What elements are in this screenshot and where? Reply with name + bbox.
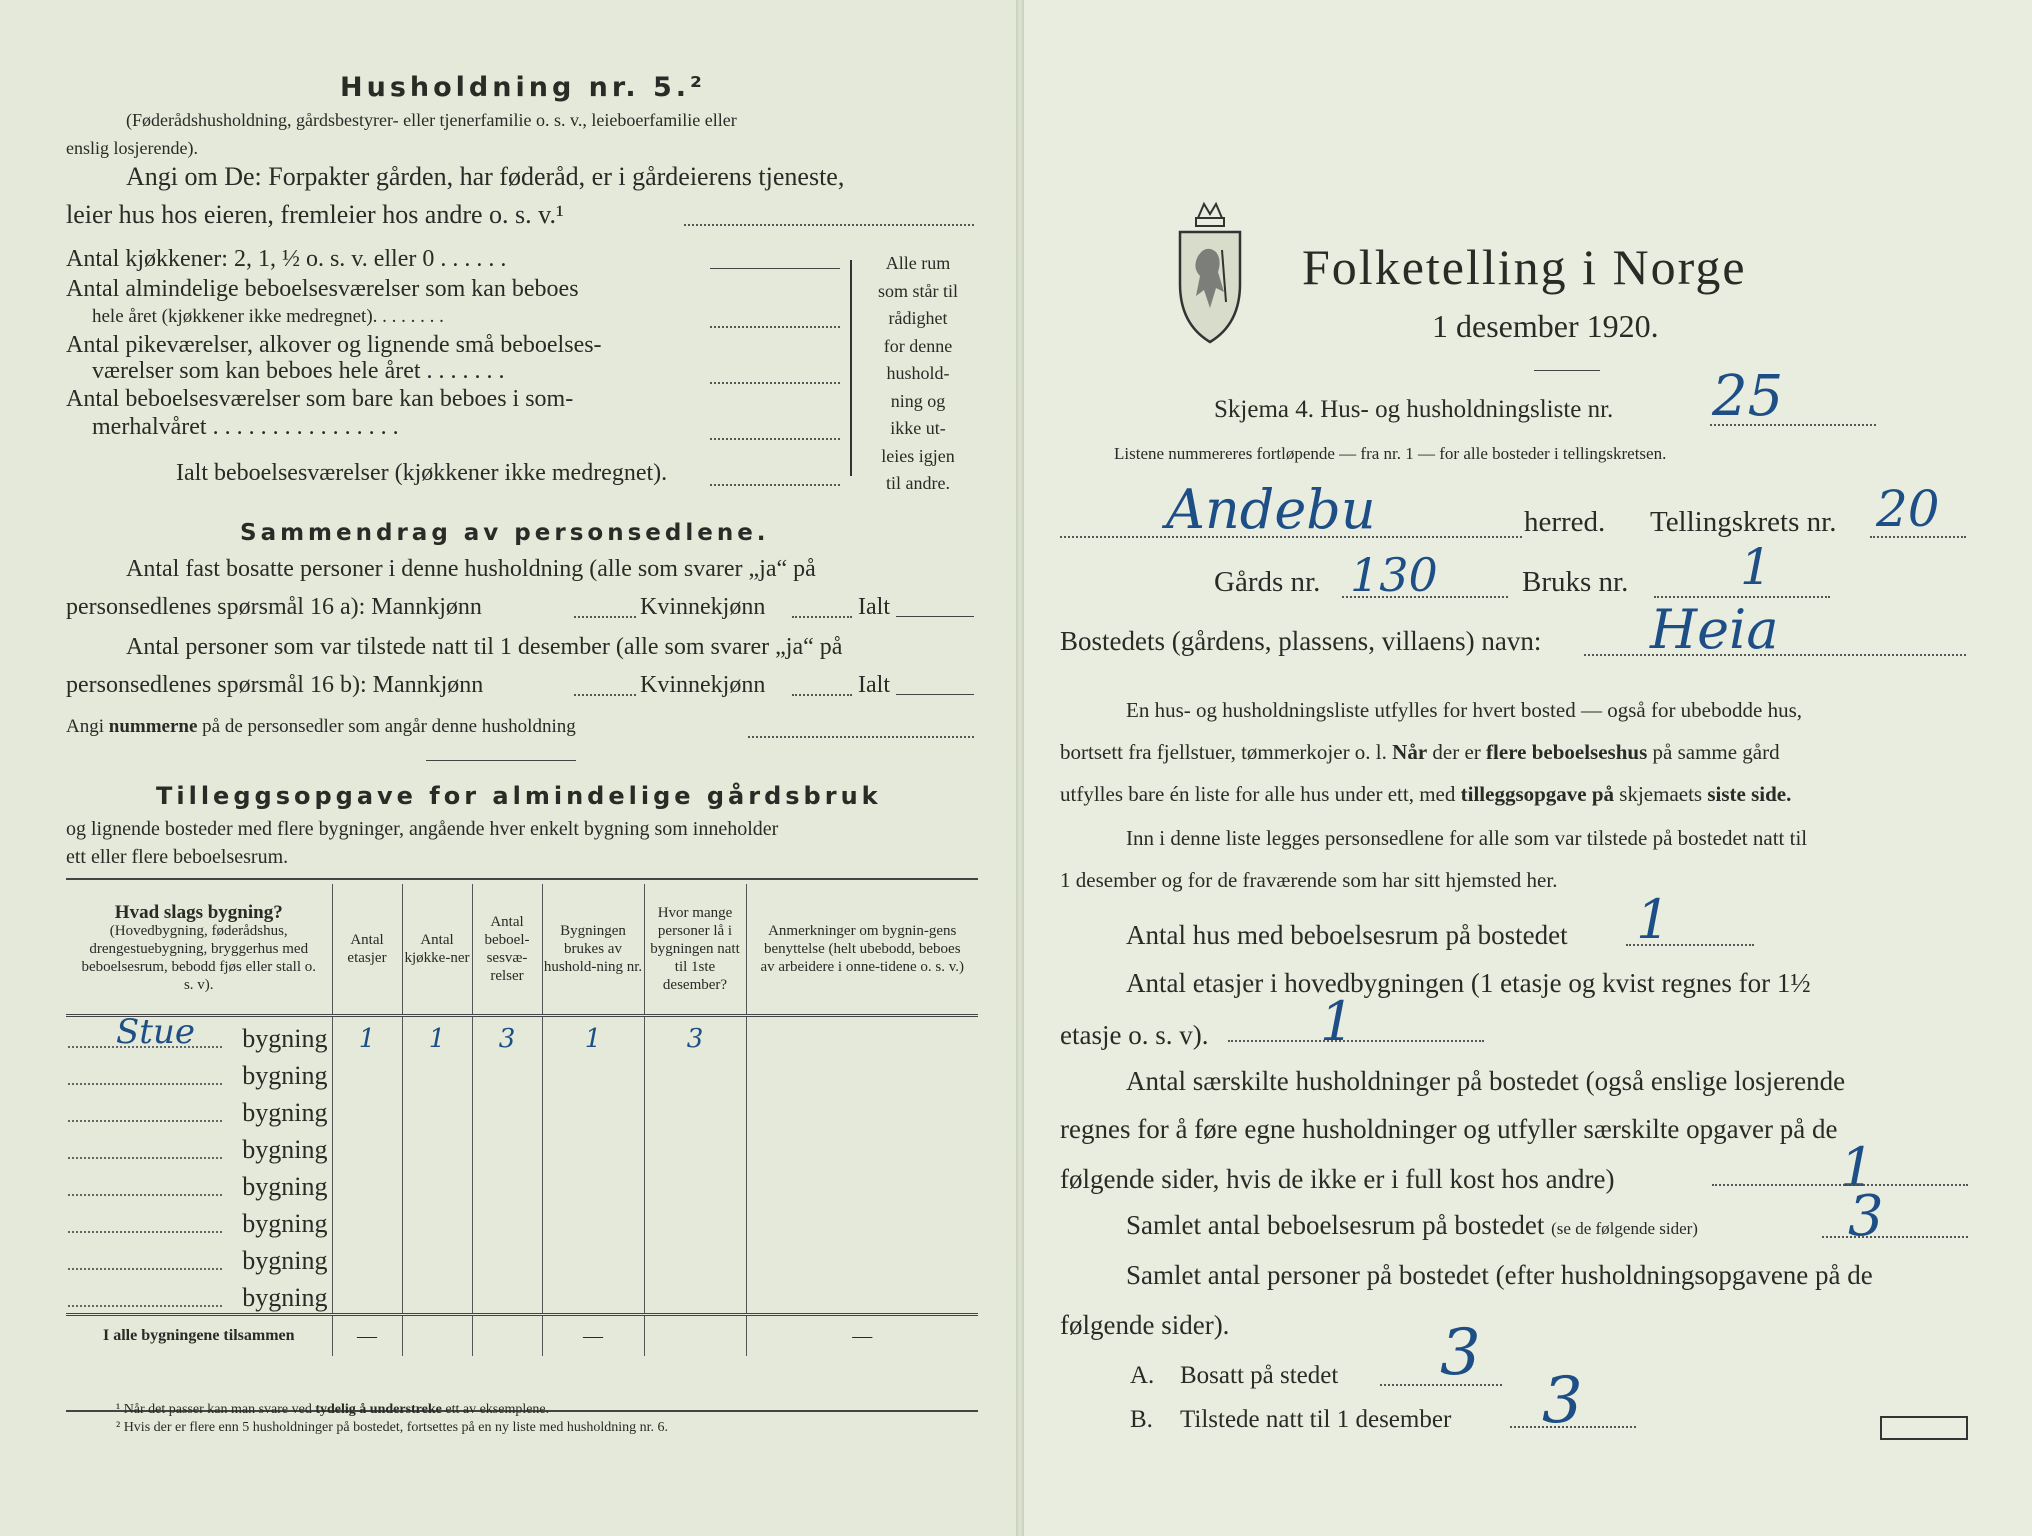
total-label: I alle bygningene tilsammen	[66, 1315, 332, 1357]
cell-persons	[644, 1239, 746, 1276]
q-summer-rooms-1: Antal beboelsesværelser som bare kan beboes i som-	[66, 386, 574, 412]
summary-resident-1: Antal fast bosatte personer i denne husholdning (alle som svarer „ja“ på	[126, 556, 816, 582]
para1-line2-pre: bortsett fra fjellstuer, tømmerkojer o. l.	[1060, 740, 1393, 764]
cell-rooms	[472, 1054, 542, 1091]
a-line	[1380, 1384, 1502, 1386]
resident-total-answer	[896, 616, 974, 617]
q-ordinary-rooms-2: hele året (kjøkkener ikke medregnet). . . . . . . .	[92, 306, 444, 327]
resident-male-answer	[574, 616, 636, 618]
angi-numbers	[66, 716, 576, 738]
cell-floors	[332, 1202, 402, 1239]
q-households-3: følgende sider, hvis de ikke er i full kost hos andre)	[1060, 1164, 1615, 1194]
col-header-floors: Antal etasjer	[332, 884, 402, 1016]
para1-line3-pre: utfylles bare én liste for alle hus under ett, med	[1060, 782, 1461, 806]
table-row	[66, 1091, 978, 1128]
para1-line3-bold: tilleggsopgave på	[1460, 782, 1615, 806]
footnote-1-bold: tydelig å understreke	[315, 1402, 442, 1417]
supplement-title: Tilleggsopgave for almindelige gårdsbruk	[156, 782, 882, 810]
bosted-handwritten: Heia	[1650, 598, 1779, 661]
cell-floors	[332, 1276, 402, 1315]
total-floors: —	[332, 1315, 402, 1357]
cell-remarks	[746, 1128, 978, 1165]
q-total-rooms-handwritten: 3	[1848, 1184, 1884, 1249]
building-word: bygning	[242, 1135, 328, 1164]
col-header-remarks: Anmerkninger om bygnin-gens benyttelse (helt ubebodd, beboes av arbeidere i onne-tidene o. s. v.)	[746, 884, 978, 1016]
cell-remarks	[746, 1202, 978, 1239]
q-houses: Antal hus med beboelsesrum på bostedet	[1126, 920, 1568, 950]
para1-line3	[1060, 782, 1791, 807]
cell-persons	[644, 1276, 746, 1315]
cell-kitchens	[402, 1091, 472, 1128]
brace-note	[868, 250, 968, 498]
col-header-building-type-note: (Hovedbygning, føderådshus, drengestuebygning, bryggerhus med beboelsesrum, bebodd fjøs eller stall o. s. v).	[81, 923, 317, 993]
b-label: B.	[1130, 1406, 1153, 1433]
table-row	[66, 1165, 978, 1202]
cell-floors	[332, 1091, 402, 1128]
census-title: Folketelling i Norge	[1302, 239, 1747, 295]
col-header-household: Bygningen brukes av hushold-ning nr.	[542, 884, 644, 1016]
cell-persons	[644, 1128, 746, 1165]
krets-handwritten: 20	[1876, 480, 1940, 538]
fill-dots	[68, 1157, 222, 1159]
cell-kitchens	[402, 1276, 472, 1315]
para1-line2-post: på samme gård	[1647, 740, 1780, 764]
table-total-row	[66, 1315, 978, 1357]
cell-remarks	[746, 1054, 978, 1091]
cell-household: 1	[542, 1016, 644, 1055]
building-word: bygning	[242, 1024, 328, 1053]
krets-label: Tellingskrets nr.	[1650, 506, 1837, 538]
schema-number-line	[1710, 424, 1876, 426]
cell-floors	[332, 1165, 402, 1202]
table-row	[66, 1239, 978, 1276]
cell-rooms	[472, 1128, 542, 1165]
herred-handwritten: Andebu	[1166, 478, 1376, 541]
cell-floors	[332, 1054, 402, 1091]
q-total-rooms-line	[1822, 1236, 1968, 1238]
gards-handwritten: 130	[1350, 548, 1438, 602]
footnote-2: ² Hvis der er flere enn 5 husholdninger på bostedet, fortsettes på en ny liste med husholdning nr. 6.	[116, 1420, 669, 1435]
building-word: bygning	[242, 1172, 328, 1201]
angi-line2: leier hus hos eieren, fremleier hos andre o. s. v.¹	[66, 200, 564, 229]
q-total-rooms	[1126, 1210, 1698, 1241]
herred-label: herred.	[1524, 506, 1606, 538]
building-label-cell	[66, 1239, 332, 1276]
building-word: bygning	[242, 1246, 328, 1275]
table-top-rule	[66, 878, 978, 880]
para1-line2	[1060, 740, 1780, 765]
present-male-answer	[574, 694, 636, 696]
table-row	[66, 1276, 978, 1315]
q-floors-2: etasje o. s. v).	[1060, 1020, 1209, 1050]
cell-kitchens	[402, 1054, 472, 1091]
supplement-line2: ett eller flere beboelsesrum.	[66, 846, 289, 868]
para1-line3-mid: skjemaets	[1614, 782, 1708, 806]
angi-numbers-post: på de personsedler som angår denne husholdning	[197, 716, 576, 737]
angi-numbers-bold: nummerne	[108, 716, 198, 737]
brace-note-line: Alle rum	[885, 253, 951, 273]
q-summer-rooms-answer	[710, 438, 840, 440]
summary-present-2: personsedlenes spørsmål 16 b): Mannkjønn	[66, 672, 484, 698]
title-divider	[1534, 370, 1600, 371]
brace-note-line: leies igjen	[881, 445, 955, 466]
fill-dots	[68, 1231, 222, 1233]
q-houses-line	[1626, 944, 1754, 946]
norway-coat-of-arms-icon	[1176, 196, 1244, 346]
building-label-cell	[66, 1276, 332, 1315]
cell-floors: 1	[332, 1016, 402, 1055]
cell-household	[542, 1165, 644, 1202]
gards-line	[1342, 596, 1508, 598]
cell-rooms	[472, 1239, 542, 1276]
cell-floors	[332, 1239, 402, 1276]
brace-note-line: hushold-	[886, 363, 950, 383]
building-table	[66, 884, 978, 1356]
building-word: bygning	[242, 1283, 328, 1312]
household-intro-line2: enslig losjerende).	[66, 138, 198, 158]
gards-label: Gårds nr.	[1214, 566, 1321, 598]
section-divider	[426, 760, 576, 761]
building-label-cell	[66, 1165, 332, 1202]
fill-dots	[68, 1305, 222, 1307]
footnote-1-post: ett av eksemplene.	[441, 1402, 550, 1417]
building-word: bygning	[242, 1209, 328, 1238]
total-remarks: —	[746, 1315, 978, 1357]
resident-female-answer	[792, 616, 852, 618]
total-persons	[644, 1315, 746, 1357]
cell-rooms	[472, 1165, 542, 1202]
cell-remarks	[746, 1016, 978, 1055]
brace-note-line: ning og	[890, 390, 946, 411]
cell-rooms	[472, 1276, 542, 1315]
brace-note-line: rådighet	[888, 308, 948, 328]
building-label-cell	[66, 1012, 332, 1055]
q-households-line	[1712, 1184, 1968, 1186]
q-small-rooms-answer	[710, 382, 840, 384]
cell-household	[542, 1276, 644, 1315]
total-household: —	[542, 1315, 644, 1357]
q-persons-1: Samlet antal personer på bostedet (efter husholdningsopgavene på de	[1126, 1260, 1873, 1290]
cell-persons	[644, 1165, 746, 1202]
building-label-cell	[66, 1128, 332, 1165]
building-word: bygning	[242, 1061, 328, 1090]
bosted-line	[1584, 654, 1966, 656]
cell-persons	[644, 1091, 746, 1128]
q-small-rooms-1: Antal pikeværelser, alkover og lignende små beboelses-	[66, 332, 602, 358]
table-row	[66, 1128, 978, 1165]
building-label-cell	[66, 1091, 332, 1128]
q-kitchens: Antal kjøkkener: 2, 1, ½ o. s. v. eller 0 . . . . . .	[66, 246, 507, 272]
cell-household	[542, 1239, 644, 1276]
table-row	[66, 1016, 978, 1055]
fill-dots	[68, 1268, 222, 1270]
brace-note-line: til andre.	[886, 473, 950, 493]
cell-rooms	[472, 1202, 542, 1239]
cell-rooms	[472, 1091, 542, 1128]
summary-resident-2: personsedlenes spørsmål 16 a): Mannkjønn	[66, 594, 482, 620]
fill-dots	[68, 1083, 222, 1085]
q-houses-handwritten: 1	[1636, 888, 1671, 951]
household-intro-line1: (Føderådshusholdning, gårdsbestyrer- eller tjenerfamilie o. s. v., leieboerfamilie eller	[126, 110, 737, 130]
fill-dots	[68, 1194, 222, 1196]
listene-note: Listene nummereres fortløpende — fra nr. 1 — for alle bosteder i tellingskretsen.	[1114, 444, 1667, 463]
col-header-building-type	[66, 884, 332, 1016]
footnote-1	[116, 1402, 549, 1418]
q-households-1: Antal særskilte husholdninger på bostedet (også enslige losjerende	[1126, 1066, 1846, 1096]
cell-rooms: 3	[472, 1016, 542, 1055]
angi-numbers-answer	[748, 736, 974, 738]
para1-line2-mid: der er	[1427, 740, 1487, 764]
b-text: Tilstede natt til 1 desember	[1180, 1406, 1452, 1433]
table-row	[66, 1054, 978, 1091]
table-header-row	[66, 884, 978, 1016]
q-ordinary-rooms-1: Antal almindelige beboelsesværelser som kan beboes	[66, 276, 579, 302]
building-label-cell	[66, 1202, 332, 1239]
cell-remarks	[746, 1091, 978, 1128]
household-title: Husholdning nr. 5.²	[340, 72, 706, 103]
present-female-answer	[792, 694, 852, 696]
cell-remarks	[746, 1239, 978, 1276]
cell-kitchens	[402, 1165, 472, 1202]
summary-present-1: Antal personer som var tilstede natt til 1 desember (alle som svarer „ja“ på	[126, 634, 843, 660]
q-ordinary-rooms-answer	[710, 326, 840, 328]
q-households-2: regnes for å føre egne husholdninger og utfyller særskilte opgaver på de	[1060, 1114, 1838, 1144]
supplement-line1: og lignende bosteder med flere bygninger, angående hver enkelt bygning som inneholder	[66, 818, 779, 840]
herred-line	[1060, 536, 1522, 538]
resident-female-label: Kvinnekjønn	[640, 594, 766, 620]
schema-number-handwritten: 25	[1712, 364, 1784, 429]
cell-floors	[332, 1128, 402, 1165]
q-summer-rooms-2: merhalvåret . . . . . . . . . . . . . . . .	[92, 414, 399, 440]
q-floors-handwritten: 1	[1320, 990, 1355, 1053]
cell-persons: 3	[644, 1016, 746, 1055]
q-total-rooms-answer	[710, 484, 840, 486]
cell-remarks	[746, 1276, 978, 1315]
page-fold	[1016, 0, 1024, 1536]
handwritten-building: Stue	[116, 1012, 195, 1052]
printer-stamp	[1880, 1416, 1968, 1440]
q-persons-2: følgende sider).	[1060, 1310, 1230, 1340]
angi-numbers-pre: Angi	[66, 716, 109, 737]
q-total-rooms-pre: Samlet antal beboelsesrum på bostedet	[1126, 1210, 1552, 1240]
q-kitchens-answer	[710, 268, 840, 269]
bosted-label: Bostedets (gårdens, plassens, villaens) navn:	[1060, 626, 1542, 656]
total-rooms	[472, 1315, 542, 1357]
q-total-rooms: Ialt beboelsesværelser (kjøkkener ikke medregnet).	[176, 460, 668, 486]
bruks-label: Bruks nr.	[1522, 566, 1629, 598]
krets-line	[1870, 536, 1966, 538]
footnote-1-pre: ¹ Når det passer kan man svare ved	[116, 1402, 316, 1417]
cell-kitchens	[402, 1128, 472, 1165]
a-handwritten: 3	[1440, 1316, 1481, 1390]
a-label: A.	[1130, 1362, 1155, 1389]
angi-answer-line	[684, 224, 974, 226]
q-households-handwritten: 1	[1840, 1136, 1875, 1199]
q-small-rooms-2: værelser som kan beboes hele året . . . . . . .	[92, 358, 505, 384]
q-floors-line	[1228, 1040, 1484, 1042]
cell-household	[542, 1128, 644, 1165]
brace	[850, 260, 852, 476]
cell-household	[542, 1202, 644, 1239]
total-kitchens	[402, 1315, 472, 1357]
b-line	[1510, 1426, 1636, 1428]
cell-remarks	[746, 1165, 978, 1202]
a-text: Bosatt på stedet	[1180, 1362, 1339, 1389]
cell-household	[542, 1054, 644, 1091]
para1-line3-bold2: siste side.	[1707, 782, 1792, 806]
col-header-rooms: Antal beboel-sesvæ-relser	[472, 884, 542, 1016]
para1-line2-bold1: Når	[1392, 740, 1428, 764]
present-total-answer	[896, 694, 974, 695]
brace-note-line: ikke ut-	[890, 418, 946, 438]
cell-persons	[644, 1202, 746, 1239]
bruks-handwritten: 1	[1740, 538, 1772, 596]
para2-line1: Inn i denne liste legges personsedlene for alle som var tilstede på bostedet natt til	[1126, 826, 1808, 850]
col-header-persons: Hvor mange personer lå i bygningen natt til 1ste desember?	[644, 884, 746, 1016]
b-handwritten: 3	[1542, 1364, 1583, 1438]
building-word: bygning	[242, 1098, 328, 1127]
col-header-kitchens: Antal kjøkke-ner	[402, 884, 472, 1016]
cell-persons	[644, 1054, 746, 1091]
fill-dots	[68, 1120, 222, 1122]
table-row	[66, 1202, 978, 1239]
building-label-cell	[66, 1054, 332, 1091]
cell-kitchens	[402, 1202, 472, 1239]
q-floors-1: Antal etasjer i hovedbygningen (1 etasje og kvist regnes for 1½	[1126, 968, 1811, 998]
cell-household	[542, 1091, 644, 1128]
cell-kitchens	[402, 1239, 472, 1276]
census-date: 1 desember 1920.	[1432, 308, 1659, 344]
brace-note-line: for denne	[883, 335, 953, 356]
col-header-building-type-title: Hvad slags bygning?	[114, 902, 283, 923]
cell-kitchens: 1	[402, 1016, 472, 1055]
para1-line2-bold2: flere beboelseshus	[1486, 740, 1648, 764]
schema-line: Skjema 4. Hus- og husholdningsliste nr.	[1214, 396, 1614, 423]
present-female-label: Kvinnekjønn	[640, 672, 766, 698]
para1-line1: En hus- og husholdningsliste utfylles for hvert bosted — også for ubebodde hus,	[1126, 698, 1802, 722]
brace-note-line: som står til	[878, 280, 958, 301]
para2-line2: 1 desember og for de fraværende som har sitt hjemsted her.	[1060, 868, 1558, 892]
summary-title: Sammendrag av personsedlene.	[240, 520, 770, 546]
q-total-rooms-small: (se de følgende sider)	[1551, 1219, 1698, 1238]
present-total-label: Ialt	[858, 672, 890, 698]
angi-line1: Angi om De: Forpakter gården, har føderåd, er i gårdeierens tjeneste,	[126, 162, 845, 191]
resident-total-label: Ialt	[858, 594, 890, 620]
